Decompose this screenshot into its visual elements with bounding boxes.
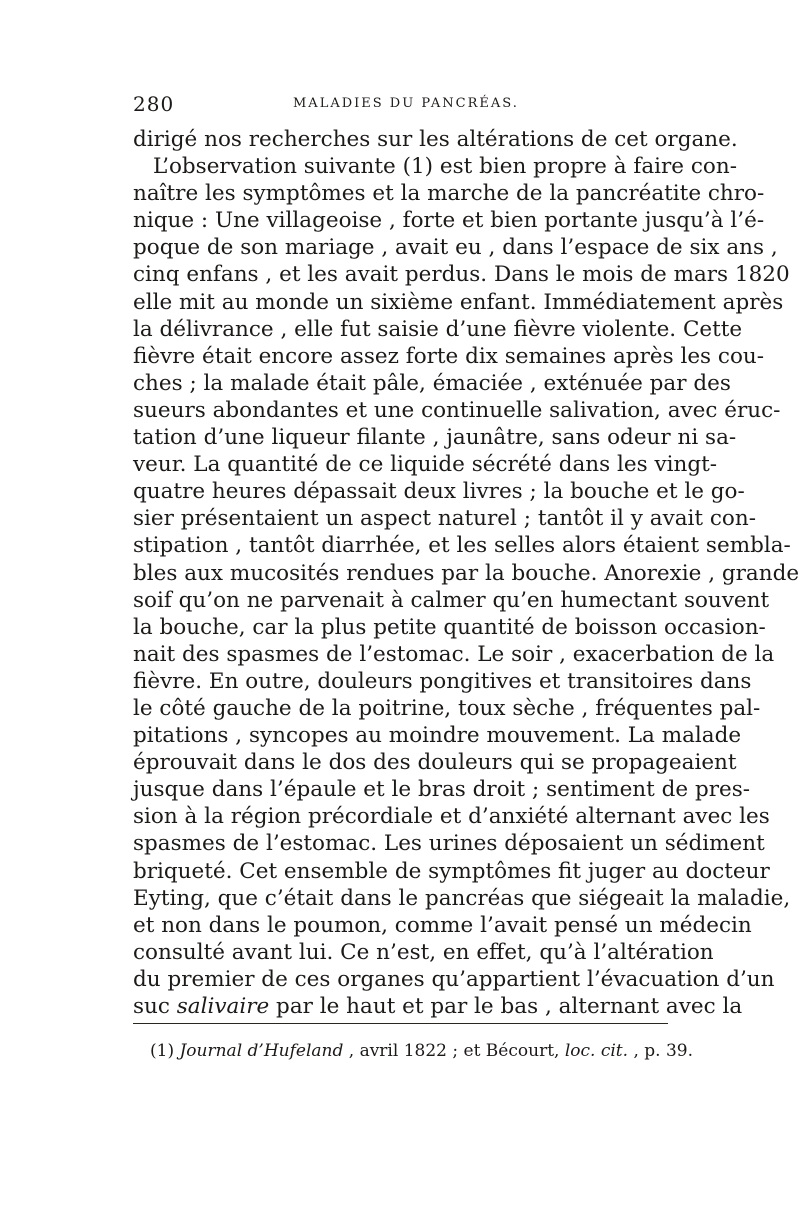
text-line: éprouvait dans le dos des douleurs qui se propageaient [133,750,737,776]
text-line: sueurs abondantes et une continuelle salivation, avec éruc- [133,397,781,423]
salivaire-italic: salivaire [176,994,270,1019]
text-line: nait des spasmes de l’estomac. Le soir , exacerbation de la [133,641,775,667]
text-line: consulté avant lui. Ce n’est, en effet, qu’à l’altération [133,939,714,965]
text-line: soif qu’on ne parvenait à calmer qu’en humectant souvent [133,587,770,613]
text-line: poque de son mariage , avait eu , dans l’espace de six ans , [133,235,778,261]
text-line: pitations , syncopes au moindre mouvement. La malade [133,723,742,749]
text-line: veur. La quantité de ce liquide sécrété dans les vingt- [133,452,717,478]
text-line: Eyting, que c’était dans le pancréas que siégeait la maladie, [133,885,791,911]
text-line: cinq enfans , et les avait perdus. Dans le mois de mars 1820 [133,262,790,288]
text-line: tation d’une liqueur filante , jaunâtre, sans odeur ni sa- [133,425,737,451]
text-line: jusque dans l’épaule et le bras droit ; sentiment de pres- [133,777,751,803]
page-header [133,92,668,116]
running-head: MALADIES DU PANCRÉAS. [293,96,519,111]
footnote [150,1040,693,1062]
text-line: du premier de ces organes qu’appartient l’évacuation d’un [133,966,775,992]
last-line-before: suc [133,994,177,1019]
text-line: dirigé nos recherches sur les altérations de cet organe. [133,127,738,152]
text-line: et non dans le poumon, comme l’avait pensé un médecin [133,912,752,938]
footnote-page: , p. 39. [628,1041,693,1061]
text-line: stipation , tantôt diarrhée, et les selles alors étaient sembla- [133,533,791,559]
footnote-marker: (1) [150,1041,180,1061]
footnote-journal: Journal d’Hufeland [179,1041,344,1061]
page-number: 280 [133,92,175,116]
text-line: elle mit au monde un sixième enfant. Immédiatement après [133,289,784,315]
text-line: ches ; la malade était pâle, émaciée , exténuée par des [133,370,731,396]
text-line: bles aux mucosités rendues par la bouche. Anorexie , grande [133,560,800,586]
footnote-loc-cit: loc. cit. [564,1041,629,1061]
text-line: la délivrance , elle fut saisie d’une fièvre violente. Cette [133,316,743,342]
footnote-rest: , avril 1822 ; et Bécourt, [343,1041,565,1061]
body-text [133,126,800,1020]
last-line-after: par le haut et par le bas , alternant avec la [269,994,743,1019]
text-line: naître les symptômes et la marche de la pancréatite chro- [133,181,765,207]
text-line-last [133,993,743,1020]
text-line: briqueté. Cet ensemble de symptômes fit juger au docteur [133,858,770,884]
text-line: spasmes de l’estomac. Les urines déposaient un sédiment [133,831,765,857]
text-line: sier présentaient un aspect naturel ; tantôt il y avait con- [133,506,756,532]
text-line: la bouche, car la plus petite quantité de boisson occasion- [133,614,766,640]
text-line: nique : Une villageoise , forte et bien portante jusqu’à l’é- [133,208,765,234]
text-line: sion à la région précordiale et d’anxiété alternant avec les [133,804,770,830]
text-line: L’observation suivante (1) est bien propre à faire con- [153,154,737,180]
footnote-rule [133,1023,668,1024]
text-line: le côté gauche de la poitrine, toux sèche , fréquentes pal- [133,695,761,721]
text-line: fièvre. En outre, douleurs pongitives et transitoires dans [133,668,752,694]
text-line: fièvre était encore assez forte dix semaines après les cou- [133,343,765,369]
text-line: quatre heures dépassait deux livres ; la bouche et le go- [133,479,745,505]
